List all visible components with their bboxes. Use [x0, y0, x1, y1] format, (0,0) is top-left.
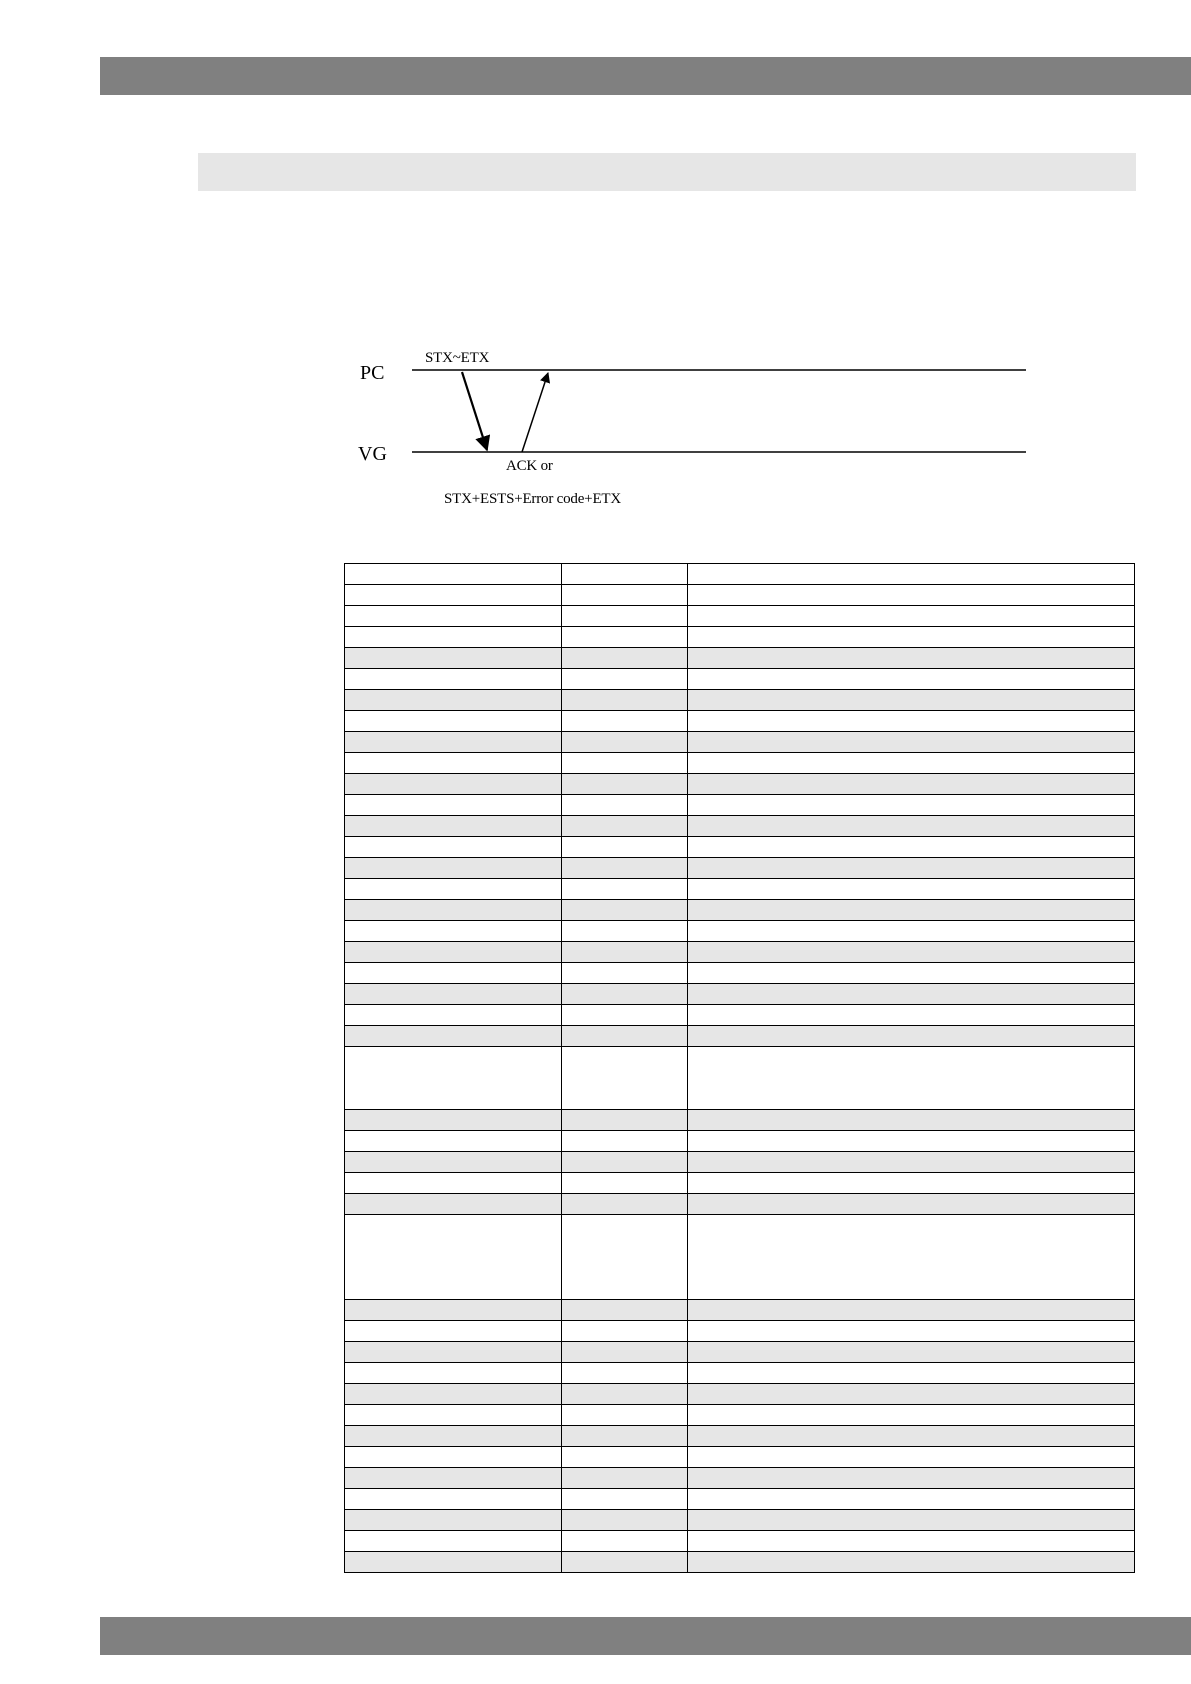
table-cell — [688, 795, 1135, 816]
table-cell — [345, 1384, 562, 1405]
table-row — [345, 627, 1135, 648]
table-cell — [345, 1026, 562, 1047]
table-row — [345, 816, 1135, 837]
table-cell — [345, 648, 562, 669]
table-row — [345, 1552, 1135, 1573]
table-cell — [688, 1110, 1135, 1131]
table-cell — [562, 1468, 688, 1489]
table-cell — [562, 942, 688, 963]
communication-sequence-diagram — [340, 340, 1040, 520]
table-cell — [688, 984, 1135, 1005]
table-cell — [688, 1215, 1135, 1300]
table-cell — [562, 606, 688, 627]
table-cell — [345, 837, 562, 858]
table-cell — [688, 1363, 1135, 1384]
table-row — [345, 1194, 1135, 1215]
table-cell — [562, 1510, 688, 1531]
table-cell — [562, 711, 688, 732]
table-cell — [562, 1300, 688, 1321]
table-cell — [562, 1447, 688, 1468]
table-row — [345, 837, 1135, 858]
table-cell — [345, 1300, 562, 1321]
table-cell — [345, 1110, 562, 1131]
page-footer-bar — [100, 1617, 1191, 1655]
table-cell — [562, 795, 688, 816]
table-cell — [345, 984, 562, 1005]
table-cell — [345, 1342, 562, 1363]
table-cell — [562, 816, 688, 837]
table-cell — [688, 1152, 1135, 1173]
table-row — [345, 669, 1135, 690]
table-row — [345, 879, 1135, 900]
reply-message-label-error: STX+ESTS+Error code+ETX — [444, 491, 621, 507]
table-cell — [562, 1173, 688, 1194]
table-cell — [562, 1405, 688, 1426]
table-cell — [345, 1489, 562, 1510]
table-cell — [688, 1405, 1135, 1426]
table-cell — [688, 1447, 1135, 1468]
table-cell — [688, 1321, 1135, 1342]
table-cell — [688, 1005, 1135, 1026]
table-cell — [562, 732, 688, 753]
table-row — [345, 732, 1135, 753]
table-cell — [345, 1552, 562, 1573]
table-cell — [345, 1321, 562, 1342]
table-row — [345, 963, 1135, 984]
table-cell — [345, 1173, 562, 1194]
table-cell — [688, 753, 1135, 774]
table-cell — [345, 942, 562, 963]
table-cell — [562, 564, 688, 585]
error-code-table-wrapper — [344, 563, 1134, 1573]
table-row — [345, 1426, 1135, 1447]
table-cell — [562, 669, 688, 690]
table-cell — [688, 711, 1135, 732]
table-row — [345, 564, 1135, 585]
table-cell — [688, 1552, 1135, 1573]
table-row — [345, 1363, 1135, 1384]
table-cell — [688, 1047, 1135, 1110]
table-cell — [562, 1194, 688, 1215]
table-row — [345, 1321, 1135, 1342]
error-code-table-body — [345, 564, 1135, 1573]
table-cell — [345, 963, 562, 984]
table-row — [345, 1173, 1135, 1194]
table-cell — [345, 1405, 562, 1426]
table-row — [345, 1131, 1135, 1152]
table-row — [345, 711, 1135, 732]
error-code-table — [344, 563, 1135, 1573]
table-cell — [345, 669, 562, 690]
table-cell — [688, 564, 1135, 585]
table-cell — [688, 585, 1135, 606]
table-cell — [688, 1468, 1135, 1489]
table-cell — [345, 564, 562, 585]
table-cell — [345, 900, 562, 921]
reply-arrow — [522, 373, 548, 452]
table-cell — [562, 963, 688, 984]
table-cell — [345, 1194, 562, 1215]
table-cell — [345, 1005, 562, 1026]
table-cell — [688, 1510, 1135, 1531]
table-cell — [688, 606, 1135, 627]
table-cell — [562, 1005, 688, 1026]
table-cell — [688, 1131, 1135, 1152]
table-cell — [562, 1489, 688, 1510]
table-cell — [562, 1026, 688, 1047]
table-cell — [562, 627, 688, 648]
table-row — [345, 1384, 1135, 1405]
table-cell — [345, 774, 562, 795]
table-cell — [688, 963, 1135, 984]
table-row — [345, 774, 1135, 795]
table-row — [345, 984, 1135, 1005]
table-cell — [345, 795, 562, 816]
table-cell — [688, 900, 1135, 921]
table-row — [345, 1005, 1135, 1026]
table-row — [345, 1026, 1135, 1047]
table-cell — [562, 585, 688, 606]
table-cell — [688, 879, 1135, 900]
table-cell — [688, 1300, 1135, 1321]
page-header-bar — [100, 57, 1191, 95]
table-row — [345, 585, 1135, 606]
table-cell — [688, 816, 1135, 837]
table-cell — [688, 669, 1135, 690]
table-cell — [345, 1468, 562, 1489]
table-cell — [562, 921, 688, 942]
table-row — [345, 1531, 1135, 1552]
send-message-label: STX~ETX — [425, 350, 490, 366]
table-cell — [562, 753, 688, 774]
table-cell — [562, 984, 688, 1005]
table-cell — [345, 858, 562, 879]
table-cell — [562, 1047, 688, 1110]
table-cell — [688, 1173, 1135, 1194]
table-cell — [562, 858, 688, 879]
table-cell — [562, 1531, 688, 1552]
table-cell — [345, 1131, 562, 1152]
pc-lane-label: PC — [360, 362, 385, 384]
table-cell — [562, 648, 688, 669]
table-row — [345, 1300, 1135, 1321]
table-cell — [562, 690, 688, 711]
table-cell — [688, 627, 1135, 648]
table-cell — [562, 1384, 688, 1405]
table-row — [345, 942, 1135, 963]
table-row — [345, 1489, 1135, 1510]
table-cell — [562, 774, 688, 795]
table-cell — [562, 1110, 688, 1131]
table-cell — [345, 711, 562, 732]
table-cell — [688, 648, 1135, 669]
table-cell — [688, 1194, 1135, 1215]
table-cell — [688, 837, 1135, 858]
table-cell — [345, 732, 562, 753]
table-row — [345, 606, 1135, 627]
table-row — [345, 1047, 1135, 1110]
table-cell — [345, 1047, 562, 1110]
table-row — [345, 921, 1135, 942]
table-cell — [345, 1215, 562, 1300]
table-row — [345, 858, 1135, 879]
table-row — [345, 1342, 1135, 1363]
table-row — [345, 1405, 1135, 1426]
table-cell — [562, 879, 688, 900]
table-cell — [688, 1531, 1135, 1552]
table-cell — [345, 816, 562, 837]
table-cell — [345, 1447, 562, 1468]
table-cell — [562, 1152, 688, 1173]
table-row — [345, 795, 1135, 816]
table-cell — [562, 1342, 688, 1363]
table-cell — [345, 753, 562, 774]
send-arrow — [462, 372, 487, 450]
table-row — [345, 900, 1135, 921]
table-cell — [345, 1426, 562, 1447]
table-cell — [688, 1426, 1135, 1447]
table-cell — [688, 732, 1135, 753]
table-row — [345, 1215, 1135, 1300]
table-row — [345, 1152, 1135, 1173]
table-cell — [688, 942, 1135, 963]
table-cell — [345, 585, 562, 606]
table-cell — [688, 1026, 1135, 1047]
table-row — [345, 1110, 1135, 1131]
table-cell — [688, 1342, 1135, 1363]
table-cell — [688, 1489, 1135, 1510]
table-cell — [345, 690, 562, 711]
table-cell — [345, 1152, 562, 1173]
table-cell — [562, 1321, 688, 1342]
table-cell — [562, 1215, 688, 1300]
table-row — [345, 1447, 1135, 1468]
table-cell — [345, 921, 562, 942]
table-cell — [688, 774, 1135, 795]
table-cell — [345, 1510, 562, 1531]
section-heading-band — [198, 153, 1136, 191]
table-cell — [688, 858, 1135, 879]
table-cell — [345, 879, 562, 900]
table-cell — [562, 1363, 688, 1384]
table-cell — [345, 1531, 562, 1552]
table-cell — [688, 1384, 1135, 1405]
table-cell — [688, 921, 1135, 942]
table-cell — [562, 1426, 688, 1447]
reply-message-label-ack: ACK or — [506, 458, 553, 474]
table-cell — [688, 690, 1135, 711]
table-cell — [345, 1363, 562, 1384]
table-cell — [562, 1552, 688, 1573]
table-cell — [345, 627, 562, 648]
table-cell — [562, 900, 688, 921]
table-row — [345, 753, 1135, 774]
table-row — [345, 1468, 1135, 1489]
table-cell — [345, 606, 562, 627]
table-row — [345, 690, 1135, 711]
vg-lane-label: VG — [358, 443, 387, 465]
table-cell — [562, 1131, 688, 1152]
table-row — [345, 648, 1135, 669]
table-row — [345, 1510, 1135, 1531]
table-cell — [562, 837, 688, 858]
